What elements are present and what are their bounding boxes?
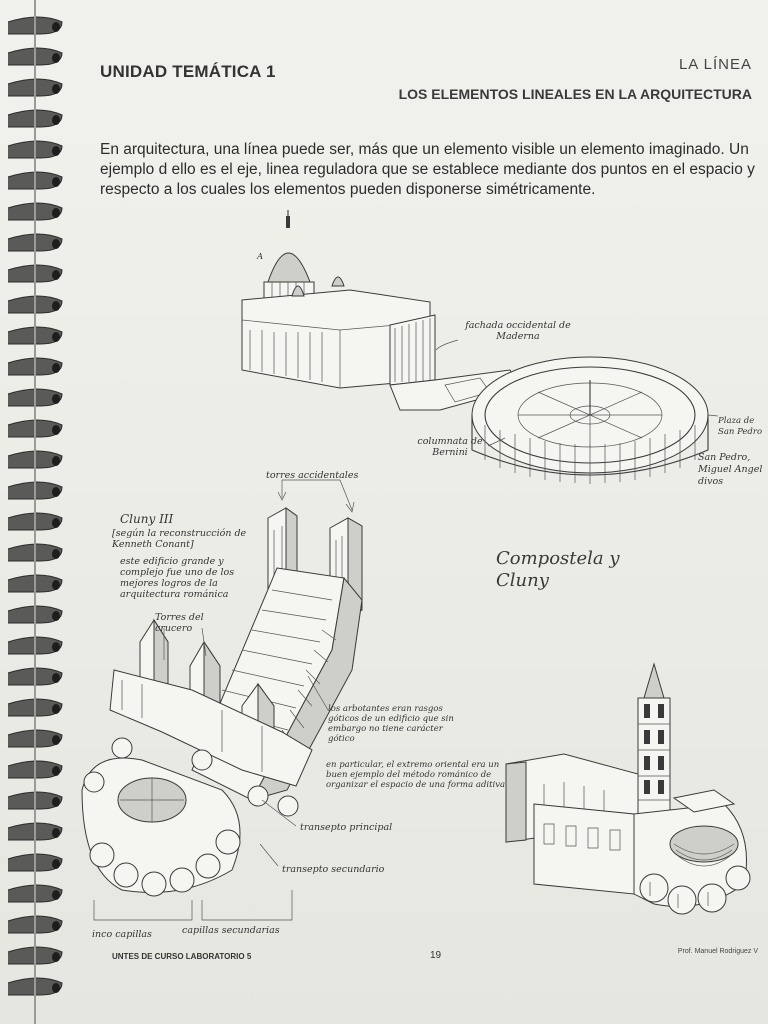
binding-hole [52, 704, 60, 714]
columnata-label: columnata de Bernini [417, 436, 483, 458]
page-number: 19 [430, 950, 442, 961]
compostela-illustration [504, 664, 754, 924]
binding-hole [52, 53, 60, 63]
binding-hole [52, 487, 60, 497]
torres-occidentales-label: torres accidentales [266, 470, 359, 481]
binding-hole [52, 890, 60, 900]
binding-hole [52, 177, 60, 187]
binding-hole [52, 363, 60, 373]
section-subtitle: LOS ELEMENTOS LINEALES EN LA ARQUITECTURA [398, 86, 752, 102]
capillas-label: inco capillas [92, 929, 152, 940]
unit-title: UNIDAD TEMÁTICA 1 [100, 62, 276, 81]
binding-hole [52, 239, 60, 249]
binding-hole [52, 828, 60, 838]
binding-hole [52, 983, 60, 993]
torres-crucero-label: Torres del crucero [155, 612, 204, 634]
binding-hole [52, 394, 60, 404]
topic-title: LA LÍNEA [678, 56, 752, 73]
binding-hole [52, 952, 60, 962]
plaza-label: Plaza de San Pedro [718, 416, 763, 437]
footer-course: UNTES DE CURSO LABORATORIO 5 [112, 952, 252, 961]
binding-hole [52, 456, 60, 466]
san-pedro-caption: San Pedro, Miguel Angel divos [698, 452, 763, 487]
footer-author: Prof. Manuel Rodriguez V [677, 948, 758, 955]
label-a: A [257, 252, 264, 262]
binding-hole [52, 208, 60, 218]
margin-line [34, 0, 36, 1024]
binding-hole [52, 425, 60, 435]
binding-hole [52, 22, 60, 32]
binding-hole [52, 735, 60, 745]
binding-hole [52, 797, 60, 807]
transepto-principal-label: transepto principal [300, 822, 393, 833]
binding-hole [52, 518, 60, 528]
binding-hole [52, 766, 60, 776]
reconstruccion-label: [según la reconstrucción de Kenneth Conant] [112, 528, 247, 550]
cluny-title: Cluny III [120, 512, 174, 526]
intro-paragraph: En arquitectura, una línea puede ser, más que un elemento visible un elemento imaginado. Un ejemplo d ello es el eje, linea reguladora que se establece mediante dos puntos en el espacio y respecto a los cuales los elementos pueden disponerse simétricamente. [100, 141, 755, 198]
binding-hole [52, 859, 60, 869]
transepto-secundario-label: transepto secundario [282, 864, 385, 875]
cluny-description: este edificio grande y complejo fue uno de los mejores logros de la arquitectura románica [120, 556, 235, 600]
extremo-oriental-note: en particular, el extremo oriental era un buen ejemplo del método románico de organizar el espacio de una forma aditiva [326, 760, 506, 790]
capillas-secundarias-label: capillas secundarias [182, 925, 280, 936]
fachada-label: fachada occidental de Maderna [465, 320, 571, 342]
binding-hole [52, 642, 60, 652]
binding-hole [52, 270, 60, 280]
binding-hole [52, 611, 60, 621]
compostela-title: Compostela y Cluny [496, 548, 620, 591]
arbotantes-note: los arbotantes eran rasgos góticos de un edificio que sin embargo no tiene carácter gótico [328, 704, 454, 744]
binding-hole [52, 332, 60, 342]
binding-hole [52, 549, 60, 559]
binding-hole [52, 84, 60, 94]
binding-hole [52, 921, 60, 931]
binding-hole [52, 301, 60, 311]
binding-hole [52, 146, 60, 156]
binding-hole [52, 673, 60, 683]
binding-hole [52, 115, 60, 125]
binding-hole [52, 580, 60, 590]
